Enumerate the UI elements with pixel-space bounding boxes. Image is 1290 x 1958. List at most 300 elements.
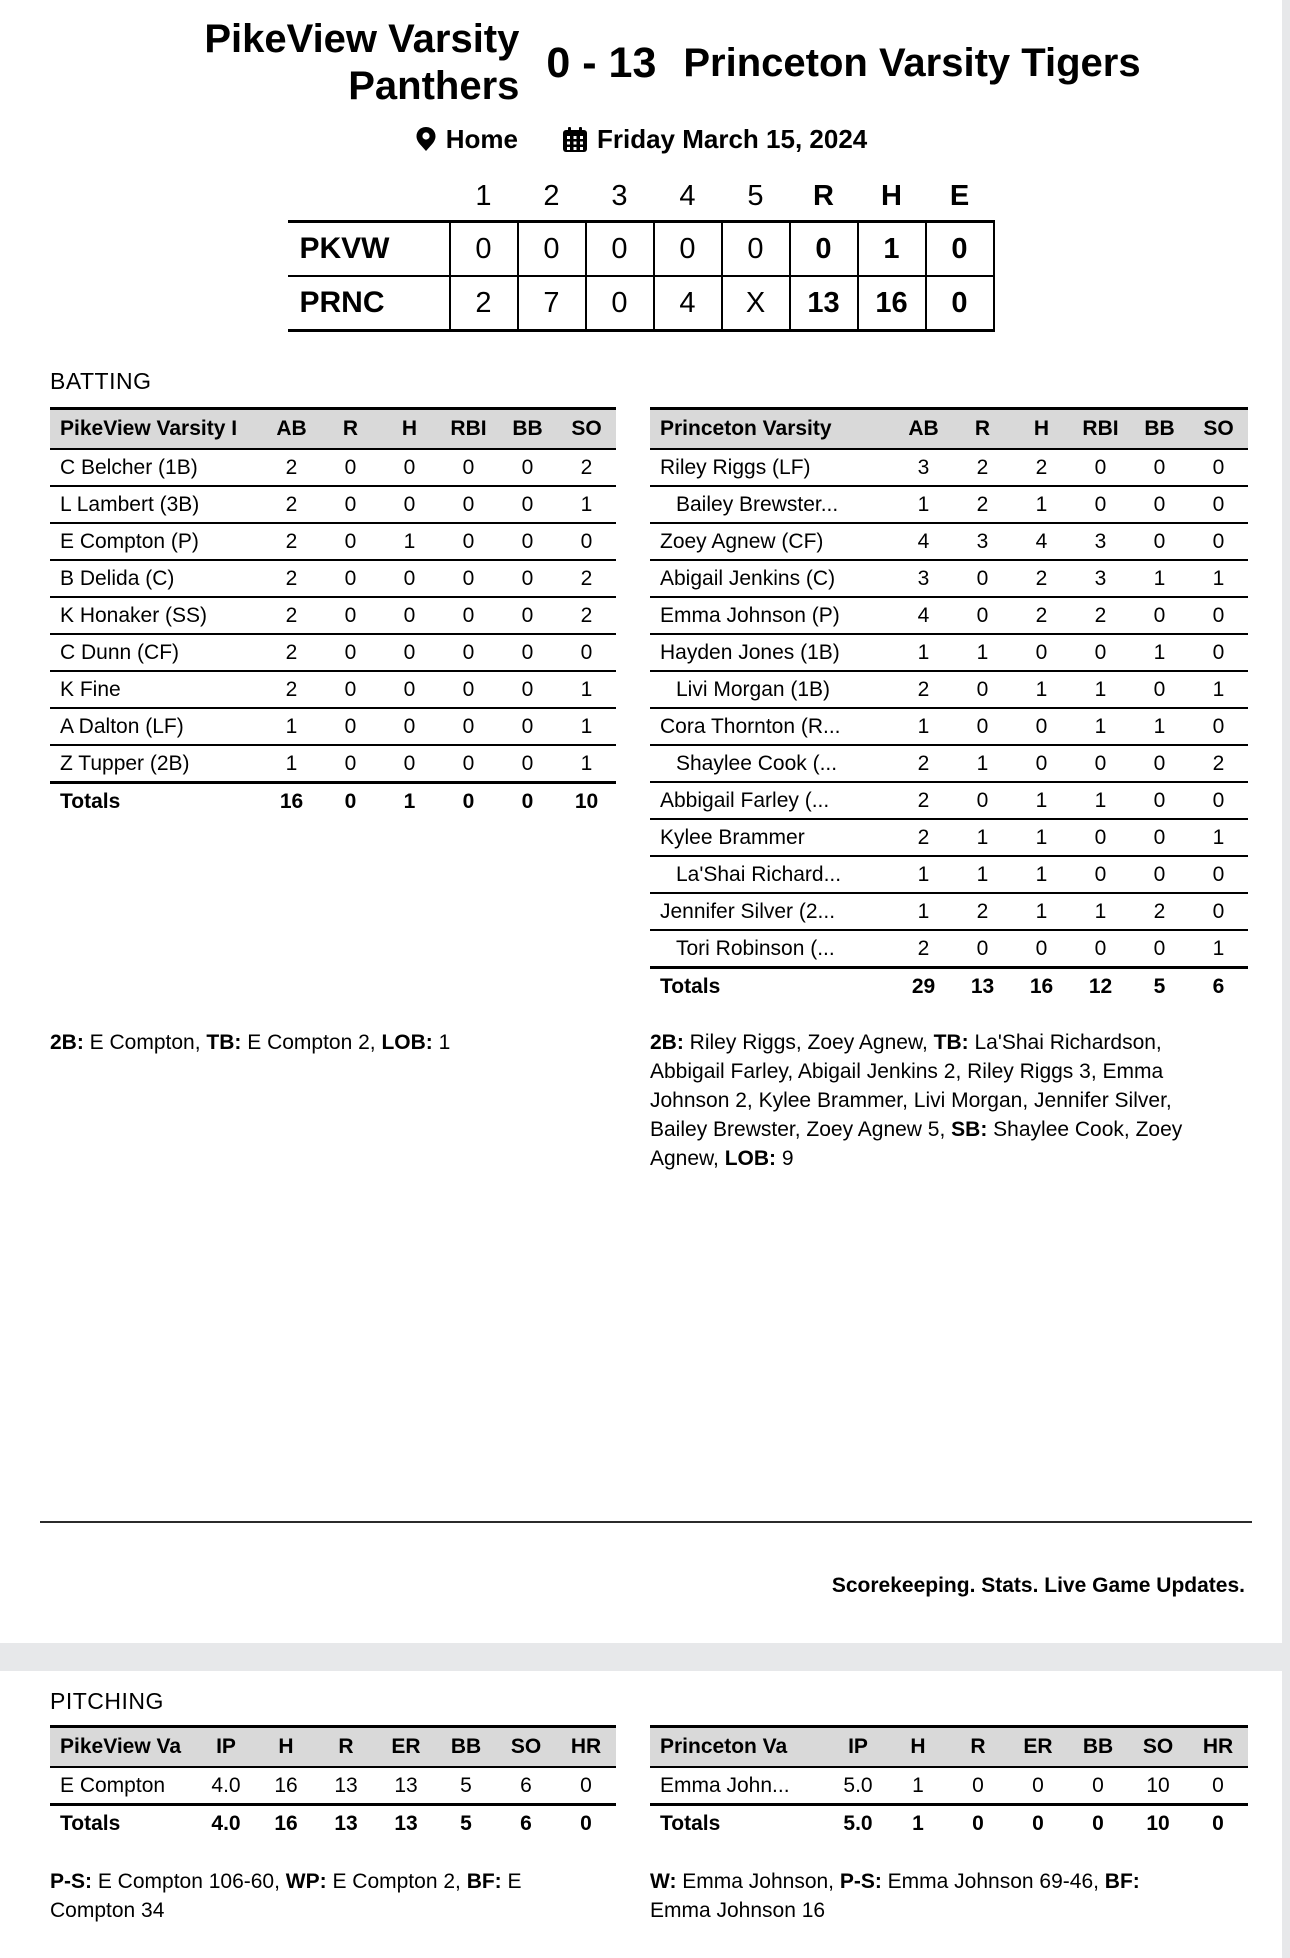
stat-cell: 0 bbox=[976, 677, 989, 701]
player-name-cell: L Lambert (3B) bbox=[60, 492, 200, 516]
line-score-team-col-header bbox=[288, 171, 450, 222]
note-stat-label: TB: bbox=[206, 1031, 242, 1054]
totals-stat-cell: 16 bbox=[274, 1811, 298, 1835]
stat-cell: 1 bbox=[1094, 714, 1107, 738]
stat-cell: 0 bbox=[344, 603, 357, 627]
player-name-cell: C Belcher (1B) bbox=[60, 455, 198, 479]
stat-cell: 1 bbox=[580, 492, 593, 516]
stat-cell: 0 bbox=[403, 455, 416, 479]
stat-cell: 0 bbox=[1153, 492, 1166, 516]
stat-table-header bbox=[650, 409, 1248, 450]
stat-header-row bbox=[650, 1727, 1248, 1768]
player-name-cell: Abigail Jenkins (C) bbox=[660, 566, 836, 590]
stat-cell: 0 bbox=[1094, 640, 1107, 664]
totals-stat-cell: 29 bbox=[911, 974, 936, 998]
stat-cell: 0 bbox=[1094, 492, 1107, 516]
stat-cell: 0 bbox=[403, 566, 416, 590]
line-score-body bbox=[288, 222, 994, 331]
stat-cell: 0 bbox=[462, 566, 475, 590]
inning-col-header: 3 bbox=[611, 180, 628, 212]
stat-column-header: BB bbox=[1130, 409, 1189, 450]
away-batting-notes bbox=[50, 1028, 616, 1057]
player-row bbox=[650, 856, 1248, 893]
stat-cell: 0 bbox=[1153, 788, 1166, 812]
stat-cell: 0 bbox=[1153, 862, 1166, 886]
stat-cell: 0 bbox=[403, 640, 416, 664]
away-batting-note: 2B: E Compton, TB: E Compton 2, LOB: 1 bbox=[50, 1031, 451, 1054]
stat-cell: 1 bbox=[912, 1773, 924, 1797]
stat-cell: 6 bbox=[520, 1773, 532, 1797]
stat-cell: 0 bbox=[1212, 862, 1225, 886]
stat-table-body bbox=[50, 449, 616, 819]
stat-cell: 0 bbox=[1212, 788, 1225, 812]
stat-column-header: ER bbox=[376, 1727, 436, 1768]
stat-cell: 2 bbox=[1094, 603, 1107, 627]
team-code-cell: PRNC bbox=[288, 276, 450, 331]
player-row bbox=[650, 523, 1248, 560]
inning-score-cell: 0 bbox=[926, 276, 994, 331]
totals-stat-cell: 0 bbox=[1032, 1811, 1044, 1835]
stat-cell: 16 bbox=[274, 1773, 298, 1797]
stat-cell: 2 bbox=[580, 566, 593, 590]
totals-label-cell: Totals bbox=[660, 974, 721, 998]
stat-cell: 1 bbox=[917, 640, 930, 664]
stat-table-body bbox=[650, 1767, 1248, 1841]
stat-cell: 0 bbox=[1212, 492, 1225, 516]
stat-table-header bbox=[650, 1727, 1248, 1768]
away-team-name: PikeView Varsity Panthers bbox=[204, 17, 520, 108]
player-row bbox=[50, 745, 616, 783]
player-row bbox=[650, 745, 1248, 782]
home-pitching-table bbox=[650, 1725, 1248, 1841]
line-score-header bbox=[288, 171, 994, 222]
stat-cell: 1 bbox=[917, 714, 930, 738]
away-pitching-note: P-S: E Compton 106-60, WP: E Compton 2, BF: E Compton 34 bbox=[50, 1870, 522, 1922]
player-row bbox=[50, 634, 616, 671]
stat-column-header: ER bbox=[1008, 1727, 1068, 1768]
stat-cell: 0 bbox=[462, 603, 475, 627]
stat-cell: 0 bbox=[521, 640, 534, 664]
stat-cell: 2 bbox=[917, 677, 930, 701]
stat-column-header: AB bbox=[262, 409, 321, 450]
stat-cell: 0 bbox=[976, 603, 989, 627]
stat-column-header: IP bbox=[828, 1727, 888, 1768]
stat-cell: 0 bbox=[1153, 936, 1166, 960]
totals-row bbox=[650, 1805, 1248, 1842]
player-row bbox=[650, 671, 1248, 708]
stat-column-header: SO bbox=[496, 1727, 556, 1768]
home-pitching-note: W: Emma Johnson, P-S: Emma Johnson 69-46, BF: Emma Johnson 16 bbox=[650, 1870, 1140, 1922]
stat-column-header: H bbox=[256, 1727, 316, 1768]
stat-cell: 0 bbox=[1094, 936, 1107, 960]
player-row bbox=[50, 1767, 616, 1805]
stat-cell: 2 bbox=[1035, 566, 1048, 590]
totals-stat-cell: 13 bbox=[394, 1811, 418, 1835]
stat-cell: 1 bbox=[917, 899, 930, 923]
player-row bbox=[650, 597, 1248, 634]
stat-cell: 0 bbox=[344, 566, 357, 590]
stat-cell: 4 bbox=[917, 529, 930, 553]
stat-cell: 1 bbox=[976, 862, 989, 886]
home-score: 13 bbox=[608, 38, 657, 87]
player-name-cell: Zoey Agnew (CF) bbox=[660, 529, 824, 553]
note-stat-label: 2B: bbox=[650, 1031, 684, 1054]
stat-cell: 0 bbox=[1153, 751, 1166, 775]
stat-cell: 13 bbox=[334, 1773, 358, 1797]
note-stat-label: LOB: bbox=[381, 1031, 433, 1054]
totals-stat-cell: 13 bbox=[334, 1811, 358, 1835]
player-row bbox=[50, 671, 616, 708]
stat-cell: 1 bbox=[1212, 825, 1225, 849]
stat-cell: 0 bbox=[344, 751, 357, 775]
stat-cell: 1 bbox=[580, 751, 593, 775]
stat-cell: 0 bbox=[972, 1773, 984, 1797]
inning-score-cell: 4 bbox=[654, 276, 722, 331]
note-stat-label: 2B: bbox=[50, 1031, 84, 1054]
stat-cell: 0 bbox=[462, 751, 475, 775]
stat-cell: 4.0 bbox=[211, 1773, 241, 1797]
totals-row bbox=[50, 1805, 616, 1842]
stat-cell: 0 bbox=[1035, 714, 1048, 738]
stat-cell: 2 bbox=[976, 492, 989, 516]
totals-row bbox=[50, 783, 616, 820]
note-stat-label: TB: bbox=[933, 1031, 969, 1054]
date-item bbox=[562, 124, 867, 155]
stat-cell: 0 bbox=[1094, 455, 1107, 479]
home-team-name: Princeton Varsity Tigers bbox=[683, 40, 1141, 85]
stat-cell: 0 bbox=[1212, 714, 1225, 738]
stat-cell: 0 bbox=[1212, 529, 1225, 553]
away-batting-column bbox=[50, 407, 616, 819]
stat-cell: 0 bbox=[403, 603, 416, 627]
stat-cell: 0 bbox=[462, 677, 475, 701]
stat-cell: 0 bbox=[1153, 603, 1166, 627]
line-score-row bbox=[288, 222, 994, 277]
player-name-cell: Abbigail Farley (... bbox=[660, 788, 830, 812]
totals-stat-cell: 10 bbox=[1146, 1811, 1170, 1835]
stat-cell: 0 bbox=[1092, 1773, 1104, 1797]
stat-cell: 0 bbox=[521, 714, 534, 738]
totals-stat-cell: 5 bbox=[460, 1811, 472, 1835]
stat-cell: 1 bbox=[1035, 862, 1048, 886]
stat-cell: 0 bbox=[344, 714, 357, 738]
stat-cell: 1 bbox=[1035, 788, 1048, 812]
stat-cell: 1 bbox=[1153, 640, 1166, 664]
stat-cell: 0 bbox=[1212, 640, 1225, 664]
brand-tagline: Scorekeeping. Stats. Live Game Updates. bbox=[831, 1574, 1245, 1597]
inning-score-cell: 0 bbox=[586, 222, 654, 277]
player-name-cell: Cora Thornton (R... bbox=[660, 714, 841, 738]
inning-score-cell: 13 bbox=[790, 276, 858, 331]
stat-header-row bbox=[650, 409, 1248, 450]
inning-score-cell: 0 bbox=[654, 222, 722, 277]
stat-column-header: HR bbox=[556, 1727, 616, 1768]
stat-cell: 13 bbox=[394, 1773, 418, 1797]
stat-cell: 0 bbox=[344, 492, 357, 516]
player-name-cell: E Compton bbox=[60, 1773, 166, 1797]
note-stat-label: BF: bbox=[466, 1870, 502, 1893]
away-pitching-column bbox=[50, 1725, 616, 1841]
stat-cell: 2 bbox=[285, 677, 298, 701]
stat-table-header bbox=[50, 1727, 616, 1768]
stat-column-header: SO bbox=[1189, 409, 1248, 450]
stat-cell: 0 bbox=[344, 677, 357, 701]
stat-cell: 2 bbox=[1035, 455, 1048, 479]
stat-cell: 0 bbox=[521, 455, 534, 479]
inning-score-cell: 0 bbox=[518, 222, 586, 277]
stat-column-header: HR bbox=[1188, 1727, 1248, 1768]
pitching-tables-row bbox=[0, 1725, 1282, 1841]
inning-score-cell: 7 bbox=[518, 276, 586, 331]
team-column-header: Princeton Varsity bbox=[650, 409, 894, 450]
player-name-cell: Tori Robinson (... bbox=[676, 936, 835, 960]
player-name-cell: K Honaker (SS) bbox=[60, 603, 208, 627]
player-name-cell: E Compton (P) bbox=[60, 529, 199, 553]
player-row bbox=[50, 560, 616, 597]
player-row bbox=[50, 597, 616, 634]
player-name-cell: Hayden Jones (1B) bbox=[660, 640, 840, 664]
stat-column-header: IP bbox=[196, 1727, 256, 1768]
stat-cell: 1 bbox=[917, 862, 930, 886]
stat-cell: 2 bbox=[976, 899, 989, 923]
team-column-header: Princeton Va bbox=[650, 1727, 828, 1768]
totals-stat-cell: 6 bbox=[1212, 974, 1225, 998]
totals-stat-cell: 4.0 bbox=[211, 1811, 241, 1835]
player-row bbox=[50, 449, 616, 486]
stat-cell: 0 bbox=[521, 677, 534, 701]
player-name-cell: A Dalton (LF) bbox=[60, 714, 184, 738]
stat-cell: 1 bbox=[1035, 492, 1048, 516]
stat-column-header: R bbox=[316, 1727, 376, 1768]
player-name-cell: B Delida (C) bbox=[60, 566, 175, 590]
player-name-cell: Bailey Brewster... bbox=[676, 492, 839, 516]
stat-cell: 0 bbox=[1212, 603, 1225, 627]
player-row bbox=[650, 560, 1248, 597]
inning-score-cell: 2 bbox=[450, 276, 518, 331]
stat-cell: 0 bbox=[1032, 1773, 1044, 1797]
stat-cell: 0 bbox=[976, 936, 989, 960]
team-column-header: PikeView Va bbox=[50, 1727, 196, 1768]
location-label: Home bbox=[445, 124, 518, 154]
pitching-section-label: PITCHING bbox=[50, 1688, 164, 1714]
stat-table-body bbox=[50, 1767, 616, 1841]
stat-cell: 1 bbox=[917, 492, 930, 516]
footer-divider bbox=[40, 1521, 1252, 1523]
stat-cell: 0 bbox=[403, 714, 416, 738]
stat-cell: 1 bbox=[1035, 677, 1048, 701]
stat-cell: 1 bbox=[1153, 566, 1166, 590]
stat-column-header: R bbox=[953, 409, 1012, 450]
note-stat-label: WP: bbox=[285, 1870, 327, 1893]
stat-cell: 0 bbox=[1035, 936, 1048, 960]
inning-col-header: 5 bbox=[747, 180, 764, 212]
stat-cell: 1 bbox=[1094, 677, 1107, 701]
stat-cell: 2 bbox=[1153, 899, 1166, 923]
inning-score-cell: 0 bbox=[450, 222, 518, 277]
batting-section-label: BATTING bbox=[50, 368, 152, 394]
stat-cell: 2 bbox=[917, 751, 930, 775]
stat-cell: 0 bbox=[521, 751, 534, 775]
score-divider: - bbox=[582, 38, 597, 87]
stat-cell: 3 bbox=[917, 566, 930, 590]
stat-cell: 0 bbox=[462, 529, 475, 553]
totals-stat-cell: 0 bbox=[580, 1811, 592, 1835]
stat-column-header: H bbox=[380, 409, 439, 450]
player-row bbox=[50, 708, 616, 745]
stat-cell: 5.0 bbox=[843, 1773, 873, 1797]
stat-column-header: BB bbox=[498, 409, 557, 450]
stat-cell: 0 bbox=[580, 1773, 592, 1797]
stat-column-header: BB bbox=[1068, 1727, 1128, 1768]
stat-cell: 1 bbox=[1094, 788, 1107, 812]
pitching-card bbox=[0, 1671, 1282, 1958]
totals-label-cell: Totals bbox=[60, 789, 121, 813]
stat-cell: 4 bbox=[917, 603, 930, 627]
home-pitching-notes bbox=[650, 1867, 1248, 1925]
totals-stat-cell: 13 bbox=[970, 974, 995, 998]
line-score-table bbox=[288, 171, 995, 332]
totals-stat-cell: 0 bbox=[521, 789, 534, 813]
final-score bbox=[546, 39, 656, 88]
player-name-cell: Kylee Brammer bbox=[660, 825, 805, 849]
player-row bbox=[650, 449, 1248, 486]
inning-col-header: R bbox=[813, 180, 834, 212]
stat-cell: 1 bbox=[976, 751, 989, 775]
note-stat-label: P-S: bbox=[50, 1870, 92, 1893]
location-pin-icon bbox=[415, 126, 437, 154]
stat-cell: 2 bbox=[285, 603, 298, 627]
totals-stat-cell: 5 bbox=[1153, 974, 1166, 998]
stat-cell: 4 bbox=[1035, 529, 1048, 553]
stat-cell: 1 bbox=[1212, 936, 1225, 960]
stat-cell: 0 bbox=[344, 455, 357, 479]
totals-stat-cell: 10 bbox=[574, 789, 599, 813]
note-stat-label: P-S: bbox=[839, 1870, 882, 1893]
stat-cell: 2 bbox=[917, 936, 930, 960]
stat-cell: 2 bbox=[285, 529, 298, 553]
stat-cell: 0 bbox=[1212, 1773, 1224, 1797]
stat-cell: 2 bbox=[285, 566, 298, 590]
stat-column-header: SO bbox=[1128, 1727, 1188, 1768]
stat-cell: 2 bbox=[917, 825, 930, 849]
player-name-cell: C Dunn (CF) bbox=[60, 640, 180, 664]
stat-cell: 1 bbox=[1035, 899, 1048, 923]
player-row bbox=[50, 523, 616, 560]
totals-stat-cell: 12 bbox=[1088, 974, 1113, 998]
away-batting-table bbox=[50, 407, 616, 819]
stat-column-header: R bbox=[321, 409, 380, 450]
player-row bbox=[650, 893, 1248, 930]
stat-cell: 0 bbox=[521, 603, 534, 627]
stat-cell: 0 bbox=[1153, 677, 1166, 701]
stat-cell: 1 bbox=[285, 714, 298, 738]
inning-score-cell: 16 bbox=[858, 276, 926, 331]
stat-cell: 2 bbox=[285, 640, 298, 664]
totals-stat-cell: 0 bbox=[1092, 1811, 1104, 1835]
stat-column-header: H bbox=[1012, 409, 1071, 450]
stat-cell: 1 bbox=[1035, 825, 1048, 849]
stat-cell: 0 bbox=[1094, 825, 1107, 849]
player-name-cell: Livi Morgan (1B) bbox=[676, 677, 831, 701]
player-name-cell: K Fine bbox=[60, 677, 121, 701]
stat-table-header bbox=[50, 409, 616, 450]
stat-cell: 1 bbox=[580, 714, 593, 738]
team-code-cell: PKVW bbox=[288, 222, 450, 277]
inning-score-cell: 1 bbox=[858, 222, 926, 277]
player-name-cell: Jennifer Silver (2... bbox=[660, 899, 836, 923]
stat-cell: 5 bbox=[460, 1773, 472, 1797]
inning-col-header: 1 bbox=[475, 180, 492, 212]
stat-cell: 2 bbox=[285, 455, 298, 479]
home-batting-table bbox=[650, 407, 1248, 1004]
stat-column-header: RBI bbox=[1071, 409, 1130, 450]
player-row bbox=[650, 819, 1248, 856]
stat-cell: 0 bbox=[1035, 640, 1048, 664]
inning-col-header: E bbox=[949, 180, 970, 212]
player-name-cell: Emma Johnson (P) bbox=[660, 603, 840, 627]
stat-cell: 0 bbox=[462, 455, 475, 479]
stat-cell: 0 bbox=[521, 529, 534, 553]
player-row bbox=[650, 782, 1248, 819]
inning-score-cell: X bbox=[722, 276, 790, 331]
note-stat-label: LOB: bbox=[724, 1147, 777, 1170]
stat-cell: 0 bbox=[1212, 899, 1225, 923]
away-score: 0 bbox=[546, 38, 571, 87]
stat-cell: 1 bbox=[1212, 566, 1225, 590]
inning-col-header: 4 bbox=[679, 180, 696, 212]
stat-cell: 0 bbox=[462, 492, 475, 516]
stat-header-row bbox=[50, 1727, 616, 1768]
inning-score-cell: 0 bbox=[586, 276, 654, 331]
totals-stat-cell: 5.0 bbox=[843, 1811, 873, 1835]
player-row bbox=[650, 708, 1248, 745]
stat-cell: 0 bbox=[521, 492, 534, 516]
stat-column-header: H bbox=[888, 1727, 948, 1768]
pitching-notes-row bbox=[0, 1841, 1282, 1925]
stat-header-row bbox=[50, 409, 616, 450]
player-row bbox=[650, 634, 1248, 671]
stat-cell: 0 bbox=[462, 640, 475, 664]
note-stat-label: BF: bbox=[1104, 1870, 1140, 1893]
stat-cell: 0 bbox=[1153, 825, 1166, 849]
player-row bbox=[650, 930, 1248, 968]
stat-column-header: SO bbox=[557, 409, 616, 450]
stat-cell: 0 bbox=[976, 788, 989, 812]
stat-cell: 1 bbox=[580, 677, 593, 701]
batting-notes-row bbox=[0, 1004, 1282, 1173]
stat-cell: 0 bbox=[1153, 529, 1166, 553]
stat-cell: 2 bbox=[976, 455, 989, 479]
stat-table-body bbox=[650, 449, 1248, 1004]
inning-col-header: 2 bbox=[543, 180, 560, 212]
totals-stat-cell: 0 bbox=[1212, 1811, 1224, 1835]
player-name-cell: Emma John... bbox=[660, 1773, 790, 1797]
note-stat-label: SB: bbox=[951, 1118, 988, 1141]
score-header bbox=[0, 0, 1282, 110]
totals-label-cell: Totals bbox=[660, 1811, 721, 1835]
player-name-cell: Riley Riggs (LF) bbox=[660, 455, 811, 479]
stat-cell: 0 bbox=[1212, 455, 1225, 479]
stat-cell: 0 bbox=[403, 751, 416, 775]
inning-score-cell: 0 bbox=[790, 222, 858, 277]
stat-cell: 3 bbox=[1094, 566, 1107, 590]
stat-cell: 0 bbox=[976, 714, 989, 738]
player-name-cell: Shaylee Cook (... bbox=[676, 751, 838, 775]
stat-cell: 2 bbox=[1212, 751, 1225, 775]
away-pitching-notes bbox=[50, 1867, 616, 1925]
calendar-icon bbox=[562, 127, 588, 153]
stat-cell: 1 bbox=[403, 529, 416, 553]
